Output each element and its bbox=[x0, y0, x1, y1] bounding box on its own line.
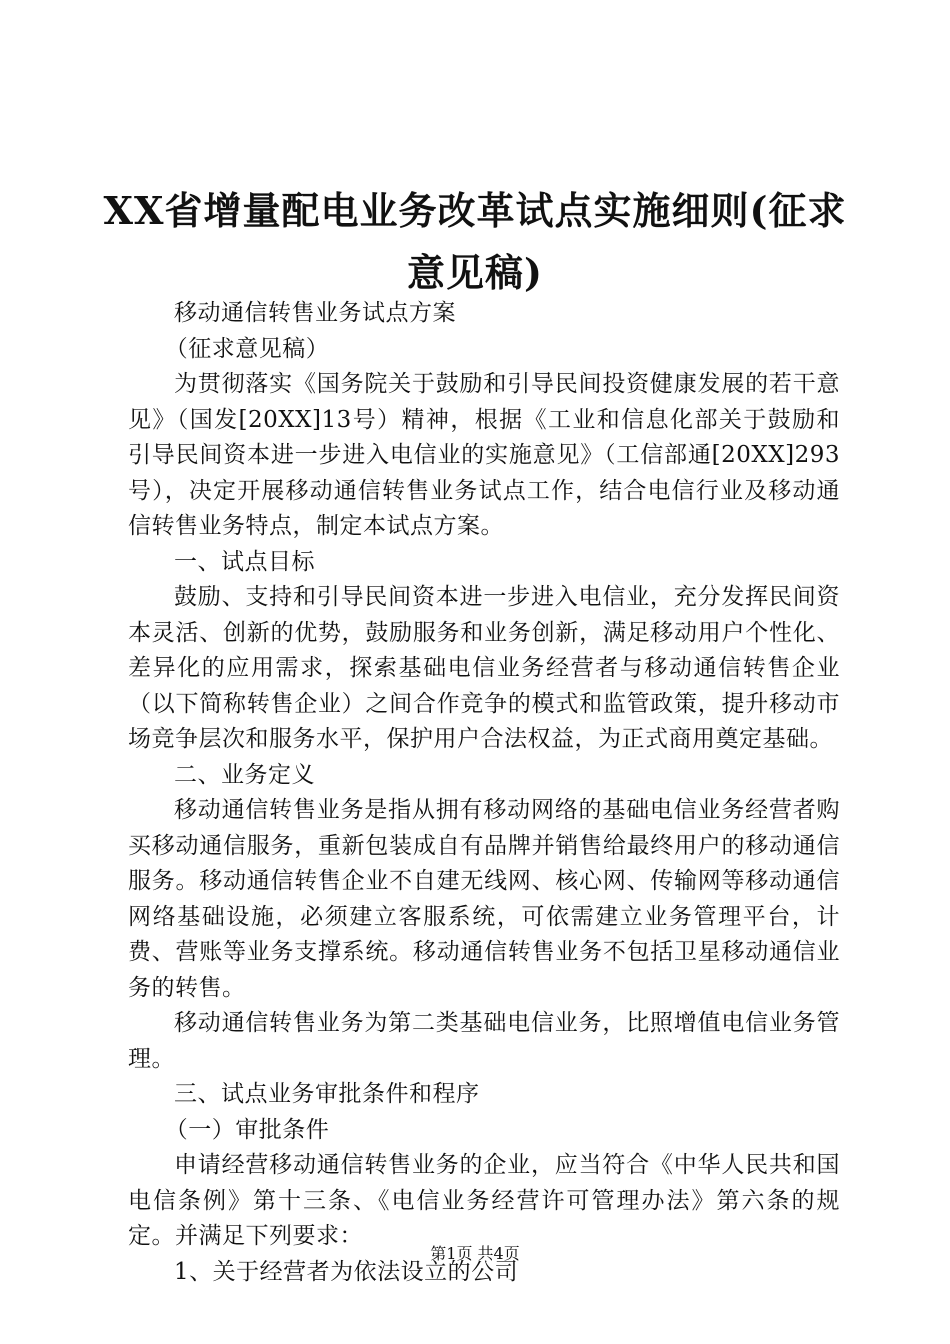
subsection-heading-conditions: （一）审批条件 bbox=[164, 1116, 330, 1143]
paragraph-subtitle: 移动通信转售业务试点方案 bbox=[174, 300, 456, 326]
paragraph-definition: 移动通信转售业务是指从拥有移动网络的基础电信业务经营者购买移动通信服务，重新包装成自有品牌并销售给最终用户的移动通信服务。移动通信转售企业不自建无线网、核心网、传输网等移动通信网络基础设施，必须建立客服系统，可依需建立业务管理平台，计费、营账等业务支撑系统。移动通信转售业务不包括卫星移动通信业务的转售。 bbox=[128, 797, 840, 1001]
paragraph-intro: 为贯彻落实《国务院关于鼓励和引导民间投资健康发展的若干意见》（国发[20XX]13号）精神，根据《工业和信息化部关于鼓励和引导民间资本进一步进入电信业的实施意见》（工信部通[20XX]293号），决定开展移动通信转售业务试点工作，结合电信行业及移动通信转售业务特点，制定本试点方案。 bbox=[128, 371, 840, 539]
section-heading-approval: 三、试点业务审批条件和程序 bbox=[174, 1081, 480, 1107]
paragraph-goals: 鼓励、支持和引导民间资本进一步进入电信业，充分发挥民间资本灵活、创新的优势，鼓励服务和业务创新，满足移动用户个性化、差异化的应用需求，探索基础电信业务经营者与移动通信转售企业（以下简称转售企业）之间合作竞争的模式和监管政策，提升移动市场竞争层次和服务水平，保护用户合法权益，为正式商用奠定基础。 bbox=[128, 584, 840, 752]
paragraph-draft-note: （征求意见稿） bbox=[164, 335, 330, 362]
document-body bbox=[128, 296, 840, 1290]
section-heading-definition: 二、业务定义 bbox=[174, 761, 315, 788]
page-footer: 第1页 共4页 bbox=[430, 1244, 520, 1263]
document-title: XX省增量配电业务改革试点实施细则(征求意见稿) bbox=[103, 188, 847, 295]
section-heading-goals: 一、试点目标 bbox=[174, 548, 315, 575]
paragraph-conditions: 申请经营移动通信转售业务的企业，应当符合《中华人民共和国电信条例》第十三条、《电信业务经营许可管理办法》第六条的规定。并满足下列要求： bbox=[128, 1152, 840, 1249]
list-item-company: 1、关于经营者为依法设立的公司 bbox=[174, 1258, 519, 1285]
paragraph-classification: 移动通信转售业务为第二类基础电信业务，比照增值电信业务管理。 bbox=[128, 1010, 840, 1072]
